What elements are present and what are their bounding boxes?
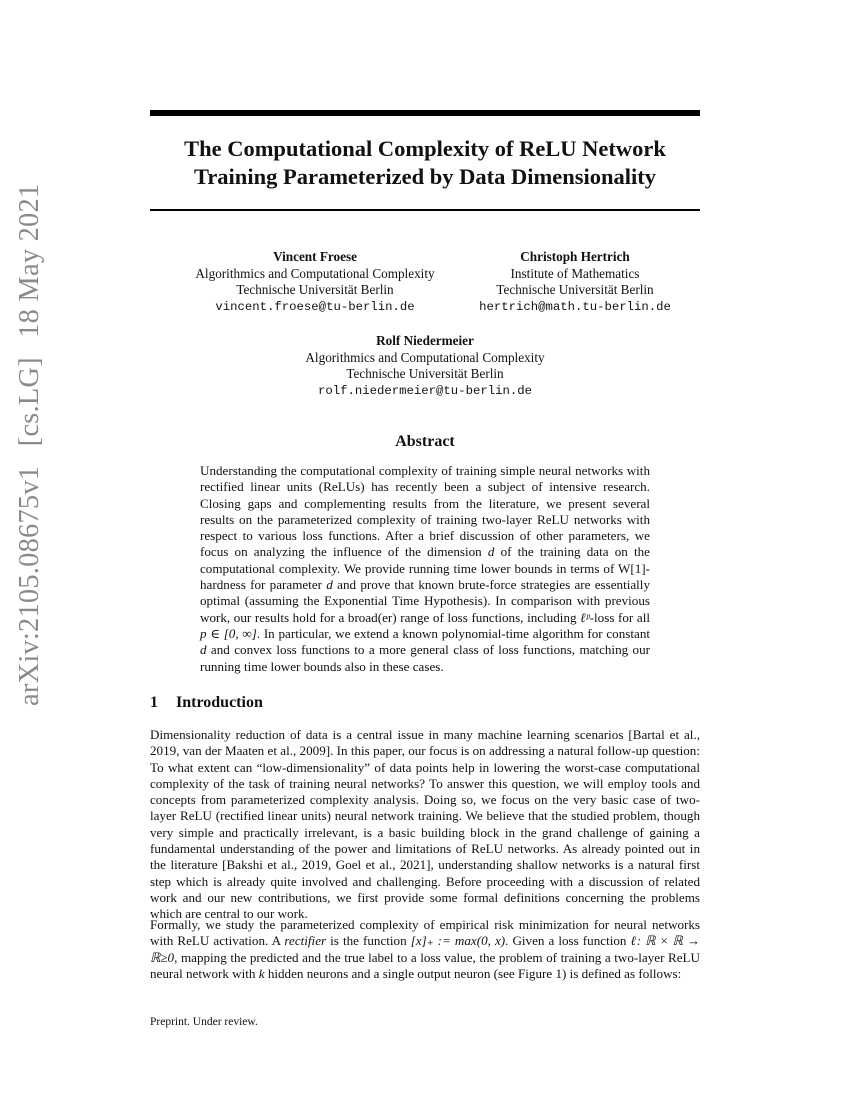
title-rule-bottom [150,209,700,211]
text-segment: is the function [326,933,411,949]
arxiv-category: [cs.LG] [14,357,45,447]
author-institution: Technische Universität Berlin [346,366,504,381]
abstract-segment: and convex loss functions to a more general class of loss functions, matching our running time lower bounds also in these cases. [200,642,650,674]
author-name: Christoph Hertrich [520,249,630,264]
arxiv-stamp[interactable] [10,183,50,706]
author-affiliation: Institute of Mathematics [510,265,640,281]
author-email[interactable]: vincent.froese@tu-berlin.de [215,299,415,314]
math-var-d: d [487,544,495,560]
math-loss-fn: ℓ: ℝ × ℝ → ℝ≥0 [150,933,700,965]
abstract-heading: Abstract [395,433,455,450]
author-name: Vincent Froese [273,249,357,264]
math-rectifier-fn: [x]₊ := max(0, x) [410,933,506,949]
math-lp: ℓᵖ [580,609,590,625]
section-heading-introduction [150,694,263,712]
section-number: 1 [150,694,158,711]
abstract-segment: -loss for all [589,609,651,625]
author-name: Rolf Niedermeier [376,333,474,348]
section-title: Introduction [176,694,263,711]
author-affiliation: Algorithmics and Computational Complexity [195,265,435,281]
author-institution: Technische Universität Berlin [236,282,394,297]
math-var-k: k [258,965,265,981]
emphasis-rectifier: rectifier [284,933,327,949]
math-var-d: d [200,642,207,658]
author-institution: Technische Universität Berlin [496,282,654,297]
title-line-1: The Computational Complexity of ReLU Network [184,136,666,161]
arxiv-date: 18 May 2021 [14,183,45,338]
abstract-segment: . In particular, we extend a known polynomial-time algorithm for constant [256,625,651,641]
title-line-2: Training Parameterized by Data Dimensionality [193,164,657,189]
intro-paragraph-2 [150,917,700,982]
abstract-segment: and prove that known brute-force strategies are essentially optimal (assuming the Exponential Time Hypothesis). In comparison with previous work, our results hold for a broad(er) range of loss functions, including [200,577,650,625]
text-segment: hidden neurons and a single output neuron (see Figure 1) is defined as follows: [264,965,682,981]
author-email[interactable]: rolf.niedermeier@tu-berlin.de [317,383,532,398]
text-segment: , mapping the predicted and the true label to a loss value, the problem of training a two-layer ReLU neural network with [150,949,700,981]
intro-paragraph-1: Dimensionality reduction of data is a central issue in many machine learning scenarios [Bartal et al., 2019, van der Maaten et al., 2009]. In this paper, our focus is on addressing a natural follow-up question: To what extent can “low-dimensionality” of data points help in lowering the worst-case computational complexity of the task of training neural networks? To answer this question, we will employ tools and concepts from parameterized complexity analysis. Doing so, we focus on the very basic case of two-layer ReLU (rectified linear units) neural network training. We believe that the studied problem, though very simple and practically irrelevant, is a basic building block in the grand challenge of gaining a fundamental understanding of the power and limitations of ReLU networks. As already pointed out in the literature [Bakshi et al., 2019, Goel et al., 2021], understanding shallow networks is a natural first step which is already quite involved and challenging. Before proceeding with a discussion of related work and our new contributions, we first provide some formal definitions concerning the problems which are central to our work. [150,727,700,922]
author-block [460,249,690,315]
author-block [275,333,575,399]
title-rule-top [150,110,700,116]
abstract-segment: of the training data on the computational complexity. We provide running time lower bounds in terms of W[1]-hardness for parameter [200,544,650,593]
math-var-d: d [326,577,333,593]
paper-title [150,135,700,191]
text-segment: . Given a loss function [505,933,631,949]
footer-note: Preprint. Under review. [150,1016,258,1028]
text-segment: Formally, we study the parameterized complexity of empirical risk minimization for neural networks with ReLU activation. A [150,917,700,949]
math-p-range: p ∈ [0, ∞] [200,625,257,641]
author-affiliation: Algorithmics and Computational Complexity [305,349,545,365]
author-block [170,249,460,315]
arxiv-id[interactable]: arXiv:2105.08675v1 [14,465,45,706]
author-email[interactable]: hertrich@math.tu-berlin.de [479,299,671,314]
abstract-text [200,463,650,675]
abstract-segment: Understanding the computational complexity of training simple neural networks with rectified linear units (ReLUs) has recently been a subject of intensive research. Closing gaps and complementing results from the literature, we present several results on the parameterized complexity of training two-layer ReLU networks with respect to various loss functions. After a brief discussion of other parameters, we focus on analyzing the influence of the dimension [200,463,650,560]
